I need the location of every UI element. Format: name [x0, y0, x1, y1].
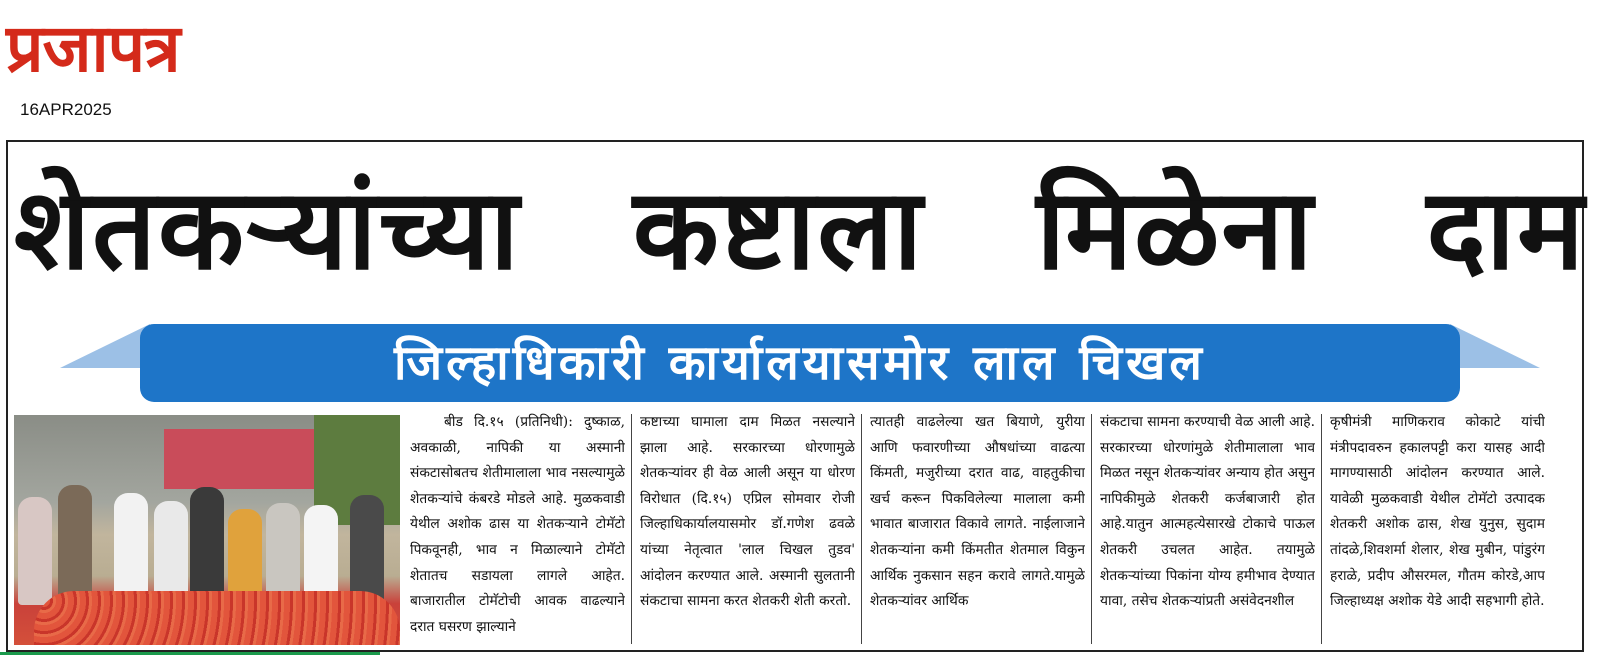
article-column-5 [1330, 410, 1545, 646]
column-divider [861, 414, 862, 644]
subheadline-banner [60, 324, 1540, 408]
person-figure [18, 497, 52, 605]
photo-tomato-pile [34, 591, 400, 645]
column-text: कृषीमंत्री माणिकराव कोकाटे यांची मंत्रीपदावरुन हकालपट्टी करा यासह आदी मागण्यासाठी आंदोलन करण्यात आले. यावेळी मुळकवाडी येथील टोमॅटो उत्पादक शेतकरी अशोक ढास, शेख युनुस, सुदाम तांदळे,शिवशर्मा शेलार, शेख मुबीन, पांडुरंग हराळे, प्रदीप औसरमल, गौतम कोरडे,आप जिल्हाध्यक्ष अशोक येडे आदी सहभागी होते. [1330, 414, 1545, 610]
column-divider [631, 414, 632, 644]
person-figure [266, 503, 300, 605]
headline-word: कष्टाला [632, 165, 925, 295]
column-divider [1091, 414, 1092, 644]
article-column-4 [1100, 410, 1315, 646]
article-column-2 [640, 410, 855, 646]
column-text: संकटाचा सामना करण्याची वेळ आली आहे. सरकारच्या धोरणांमुळे शेतीमालाला भाव मिळत नसून शेतकऱ्यांवर अन्याय होत असुन नापिकीमुळे शेतकरी कर्जबाजारी होत आहे.यातुन आत्महत्येसारखे टोकाचे पाऊल शेतकरी उचलत आहेत. तयामुळे शेतकऱ्यांच्या पिकांना योग्य हमीभाव देण्यात यावा, तसेच शेतकऱ्यांप्रती असंवेदनशील [1100, 414, 1315, 610]
headline-word: मिळेना [1036, 165, 1315, 295]
protest-photo [14, 415, 400, 645]
article-column-1 [410, 410, 625, 646]
person-figure [114, 493, 148, 605]
article-headline [14, 150, 1586, 310]
newspaper-masthead: प्रजापत्र [6, 10, 180, 87]
person-figure [304, 505, 338, 605]
column-text: कष्टाच्या घामाला दाम मिळत नसल्याने झाला आहे. सरकारच्या धोरणामुळे शेतकऱ्यांवर ही वेळ आली असून या धोरण विरोधात (दि.१५) एप्रिल सोमवार रोजी जिल्हाधिकार्यालयासमोर डॉ.गणेश ढवळे यांच्या नेतृत्वात 'लाल चिखल तुडव' आंदोलन करण्यात आले. अस्मानी सुलतानी संकटाचा सामना करत शेतकरी शेती करतो. [640, 414, 855, 610]
subheadline-text: जिल्हाधिकारी कार्यालयासमोर लाल चिखल [140, 324, 1460, 402]
column-text: त्यातही वाढलेल्या खत बियाणे, युरीया आणि फवारणीच्या औषधांच्या वाढत्या किंमती, मजुरीच्या दरात वाढ, वाहतुकीचा खर्च करून पिकविलेल्या मालाला कमी भावात बाजारात विकावे लागते. नाईलाजाने शेतकऱ्यांना कमी किंमतीत शेतमाल विकुन आर्थिक नुकसान सहन करावे लागते.यामुळे शेतकऱ्यांवर आर्थिक [870, 414, 1085, 610]
person-figure [190, 487, 224, 605]
person-figure [58, 485, 92, 605]
column-text: बीड दि.१५ (प्रतिनिधी): दुष्काळ, अवकाळी, नापिकी या अस्मानी संकटासोबतच शेतीमालाला भाव नसल्यामुळे शेतकऱ्यांचे कंबरडे मोडले आहे. मुळकवाडी येथील अशोक ढास या शेतकऱ्याने टोमॅटो पिकवूनही, भाव न मिळाल्याने टोमॅटो शेतातच सडायला लागले आहेत. बाजारातील टोमॅटोची आवक वाढल्याने दरात घसरण झाल्याने [410, 414, 625, 635]
person-figure [350, 495, 384, 605]
banner-left-wing [60, 324, 150, 368]
publication-date: 16APR2025 [20, 100, 112, 119]
person-figure [154, 501, 188, 605]
article-column-3 [870, 410, 1085, 646]
banner-right-wing [1450, 324, 1540, 368]
headline-word: दाम [1426, 165, 1586, 295]
column-divider [1321, 414, 1322, 644]
bottom-accent-bar [0, 652, 380, 655]
headline-word: शेतकऱ्यांच्या [14, 165, 521, 295]
photo-crowd [14, 475, 400, 605]
